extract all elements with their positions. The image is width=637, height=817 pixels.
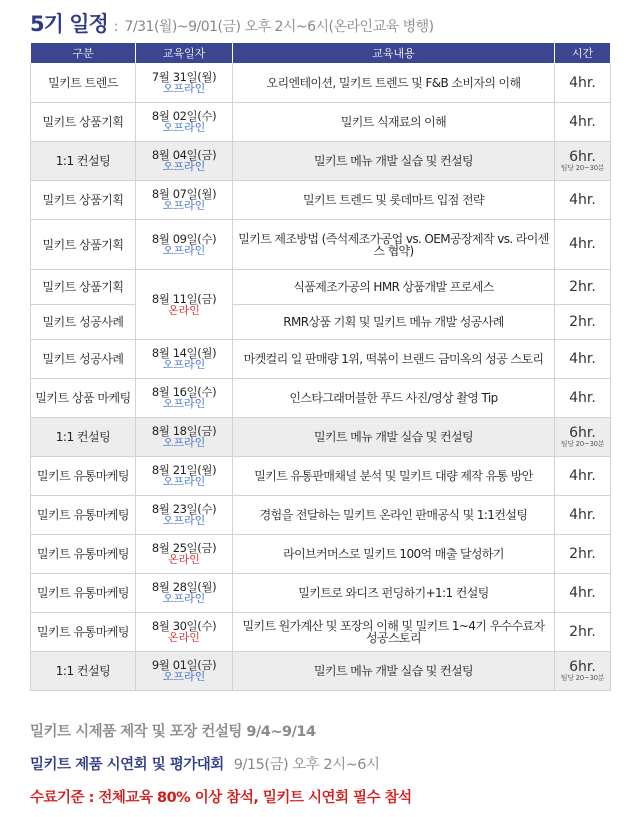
row-category: 밀키트 유통마케팅: [31, 496, 136, 535]
table-row: [31, 574, 611, 613]
row-date: 8월 07일(월): [151, 187, 217, 201]
row-mode: 오프라인: [162, 82, 206, 95]
row-time-cell: [555, 652, 611, 691]
row-time: 4hr.: [569, 74, 596, 91]
row-category: 1:1 컨설팅: [31, 142, 136, 181]
row-content: 라이브커머스로 밀키트 100억 매출 달성하기: [233, 535, 555, 574]
table-row: [31, 613, 611, 652]
row-date-cell: [136, 340, 233, 379]
row-time-cell: [555, 64, 611, 103]
heading-title: 5기 일정: [30, 12, 108, 36]
row-time: 2hr.: [569, 623, 596, 640]
row-date-cell: [136, 418, 233, 457]
footer-demo-event: [30, 753, 380, 774]
row-category: 밀키트 트렌드: [31, 64, 136, 103]
schedule-table: [30, 42, 611, 691]
row-date-cell: [136, 103, 233, 142]
row-time-cell: [555, 574, 611, 613]
header-content: 교육내용: [233, 43, 555, 64]
row-time-note: 팀당 20~30분: [560, 163, 605, 172]
row-time-cell: [555, 181, 611, 220]
row-time: 4hr.: [569, 236, 596, 252]
row-time-cell: [555, 496, 611, 535]
row-time-cell: [555, 340, 611, 379]
row-category: 밀키트 상품기획: [31, 220, 136, 270]
row-time-cell: [555, 305, 611, 340]
table-row: [31, 379, 611, 418]
footer-completion-criteria: 수료기준 : 전체교육 80% 이상 참석, 밀키트 시연회 필수 참석: [30, 790, 412, 806]
table-row: [31, 496, 611, 535]
row-content: 밀키트 원가계산 및 포장의 이해 및 밀키트 1~4기 우수수료자 성공스토리: [233, 613, 555, 652]
row-category: 밀키트 상품기획: [31, 270, 136, 305]
row-content: 인스타그래머블한 푸드 사진/영상 촬영 Tip: [233, 379, 555, 418]
row-mode: 오프라인: [162, 243, 206, 257]
row-category: 밀키트 상품 마케팅: [31, 379, 136, 418]
table-row: [31, 181, 611, 220]
row-time: 4hr.: [569, 389, 596, 406]
row-content: 밀키트 메뉴 개발 실습 및 컨설팅: [233, 418, 555, 457]
row-date: 7월 31일(월): [151, 70, 217, 84]
row-content: 밀키트 트렌드 및 롯데마트 입점 전략: [233, 181, 555, 220]
row-date-cell: [136, 64, 233, 103]
row-mode: 오프라인: [162, 121, 206, 134]
row-time: 2hr.: [569, 545, 596, 562]
table-row: [31, 652, 611, 691]
row-time: 2hr.: [569, 278, 596, 295]
table-row: [31, 64, 611, 103]
header-category: 구분: [31, 43, 136, 64]
row-mode: 오프라인: [162, 475, 206, 488]
heading-separator: :: [113, 19, 119, 35]
row-date-cell: [136, 574, 233, 613]
row-time-cell: [555, 535, 611, 574]
row-date-cell: [136, 220, 233, 270]
row-mode: 오프라인: [162, 160, 206, 173]
row-mode: 오프라인: [162, 436, 206, 449]
row-time-note: 팀당 20~30분: [560, 673, 605, 682]
row-date: 8월 30일(수): [151, 619, 217, 633]
footer-demo-title: 밀키트 제품 시연회 및 평가대회: [30, 757, 224, 773]
row-mode: 오프라인: [162, 358, 206, 371]
row-content: 밀키트 유통판매채널 분석 및 밀키트 대량 제작 유통 방안: [233, 457, 555, 496]
table-row: [31, 142, 611, 181]
row-content: 경험을 전달하는 밀키트 온라인 판매공식 및 1:1컨설팅: [233, 496, 555, 535]
row-date-cell: [136, 652, 233, 691]
row-mode: 온라인: [168, 303, 200, 317]
row-date: 8월 14일(월): [151, 346, 217, 360]
row-mode: 오프라인: [162, 514, 206, 527]
row-content: 밀키트 제조방법 (즉석제조가공업 vs. OEM공장제작 vs. 라이센스 협약): [233, 220, 555, 270]
row-date: 8월 18일(금): [151, 424, 217, 438]
row-time: 4hr.: [569, 506, 596, 523]
row-content: 밀키트 메뉴 개발 실습 및 컨설팅: [233, 142, 555, 181]
row-category: 1:1 컨설팅: [31, 652, 136, 691]
row-date: 8월 09일(수): [151, 231, 217, 246]
heading-description: 7/31(월)~9/01(금) 오후 2시~6시(온라인교육 병행): [124, 19, 434, 35]
row-time: 6hr.: [569, 658, 596, 675]
row-mode: 오프라인: [162, 592, 206, 605]
row-date: 9월 01일(금): [151, 658, 217, 672]
table-row: [31, 457, 611, 496]
row-content: RMR상품 기획 및 밀키트 메뉴 개발 성공사례: [233, 305, 555, 340]
row-date: 8월 21일(월): [151, 463, 217, 477]
row-date: 8월 02일(수): [151, 109, 217, 123]
table-row: [31, 270, 611, 305]
row-category: 밀키트 유통마케팅: [31, 535, 136, 574]
row-time: 6hr.: [569, 424, 596, 441]
row-time: 2hr.: [569, 313, 596, 330]
row-time-cell: [555, 457, 611, 496]
row-mode: 오프라인: [162, 199, 206, 212]
table-row: [31, 103, 611, 142]
row-time-cell: [555, 379, 611, 418]
row-category: 밀키트 성공사례: [31, 305, 136, 340]
row-category: 밀키트 유통마케팅: [31, 574, 136, 613]
row-mode: 오프라인: [162, 670, 206, 683]
row-time-note: 팀당 20~30분: [560, 439, 605, 448]
header-date: 교육일자: [136, 43, 233, 64]
row-time: 6hr.: [569, 148, 596, 165]
row-date-cell: [136, 379, 233, 418]
row-date: 8월 04일(금): [151, 148, 217, 162]
row-mode: 오프라인: [162, 397, 206, 410]
row-time-cell: [555, 613, 611, 652]
row-category: 밀키트 상품기획: [31, 103, 136, 142]
row-category: 밀키트 유통마케팅: [31, 613, 136, 652]
row-content: 마켓컬리 일 판매량 1위, 떡볶이 브랜드 금미옥의 성공 스토리: [233, 340, 555, 379]
row-date-cell: [136, 142, 233, 181]
row-content: 밀키트 메뉴 개발 실습 및 컨설팅: [233, 652, 555, 691]
row-category: 1:1 컨설팅: [31, 418, 136, 457]
row-time-cell: [555, 418, 611, 457]
header-time: 시간: [555, 43, 611, 64]
row-content: 식품제조가공의 HMR 상품개발 프로세스: [233, 270, 555, 305]
row-category: 밀키트 성공사례: [31, 340, 136, 379]
row-content: 밀키트 식재료의 이해: [233, 103, 555, 142]
row-date-cell: [136, 457, 233, 496]
row-time: 4hr.: [569, 191, 596, 208]
row-time-cell: [555, 142, 611, 181]
table-row: [31, 418, 611, 457]
table-row: [31, 305, 611, 340]
row-mode: 온라인: [168, 553, 200, 566]
row-time: 4hr.: [569, 350, 596, 367]
schedule-heading: [30, 8, 434, 40]
row-time: 4hr.: [569, 113, 596, 130]
row-date-cell: [136, 535, 233, 574]
row-content: 밀키트로 와디즈 펀딩하기+1:1 컨설팅: [233, 574, 555, 613]
row-date-cell: [136, 496, 233, 535]
row-date: 8월 23일(수): [151, 502, 217, 516]
row-content: 오리엔테이션, 밀키트 트렌드 및 F&B 소비자의 이해: [233, 64, 555, 103]
row-time: 4hr.: [569, 467, 596, 484]
row-date-cell: [136, 181, 233, 220]
row-date-cell: [136, 270, 233, 340]
row-time: 4hr.: [569, 584, 596, 601]
table-header-row: [31, 43, 611, 64]
row-category: 밀키트 상품기획: [31, 181, 136, 220]
table-row: [31, 220, 611, 270]
row-mode: 온라인: [168, 631, 200, 644]
row-date: 8월 28일(월): [151, 580, 217, 594]
footer-prototype-consulting: 밀키트 시제품 제작 및 포장 컨설팅 9/4~9/14: [30, 724, 316, 740]
row-time-cell: [555, 103, 611, 142]
row-date-cell: [136, 613, 233, 652]
table-row: [31, 340, 611, 379]
row-date: 8월 25일(금): [151, 541, 217, 555]
row-category: 밀키트 유통마케팅: [31, 457, 136, 496]
row-time-cell: [555, 220, 611, 270]
row-date: 8월 11일(금): [151, 291, 217, 306]
row-time-cell: [555, 270, 611, 305]
footer-demo-date: 9/15(금) 오후 2시~6시: [233, 757, 380, 773]
table-row: [31, 535, 611, 574]
row-date: 8월 16일(수): [151, 385, 217, 399]
